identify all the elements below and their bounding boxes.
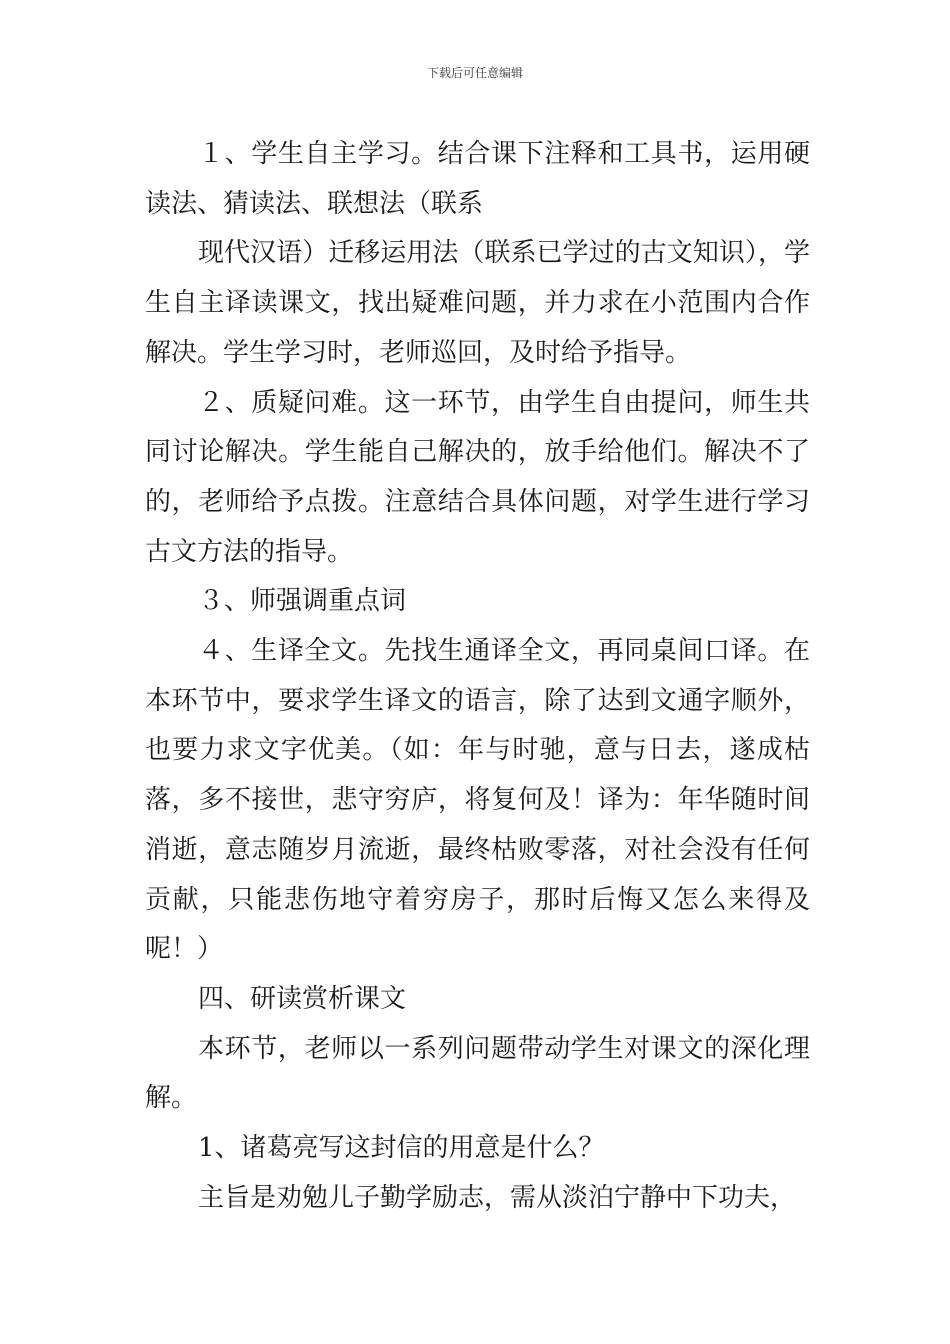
page-header: 下载后可任意编辑 [426,66,523,80]
paragraph-step-4: ４、生译全文。先找生通译全文，再同桌间口译。在本环节中，要求学生译文的语言，除了达到文通字顺外，也要力求文字优美。（如：年与时驰，意与日去，遂成枯落，多不接世，悲守穷庐，将复何及！译为：年华随时间消逝，意志随岁月流逝，最终枯败零落，对社会没有任何贡献，只能悲伤地守着穷房子，那时后悔又怎么来得及呢！） [145,636,810,965]
section-heading-4: 四、研读赏析课文 [198,983,407,1014]
paragraph-section-intro: 本环节，老师以一系列问题带动学生对课文的深化理解。 [145,1033,810,1114]
paragraph-step-2: ２、质疑问难。这一环节，由学生自由提问，师生共同讨论解决。学生能自己解决的，放手给他们。解决不了的，老师给予点拨。注意结合具体问题，对学生进行学习古文方法的指导。 [145,387,810,567]
answer-1: 主旨是劝勉儿子勤学励志，需从淡泊宁静中下功夫， [198,1182,797,1213]
document-body [145,130,810,1223]
paragraph-step-1-continued: 现代汉语）迁移运用法（联系已学过的古文知识），学生自主译读课文，找出疑难问题，并力求在小范围内合作解决。学生学习时，老师巡回，及时给予指导。 [145,238,810,368]
question-1: 1、诸葛亮写这封信的用意是什么？ [198,1133,605,1164]
paragraph-step-3: ３、师强调重点词 [198,586,407,617]
paragraph-step-1: １、学生自主学习。结合课下注释和工具书，运用硬读法、猜读法、联想法（联系 [145,139,810,219]
